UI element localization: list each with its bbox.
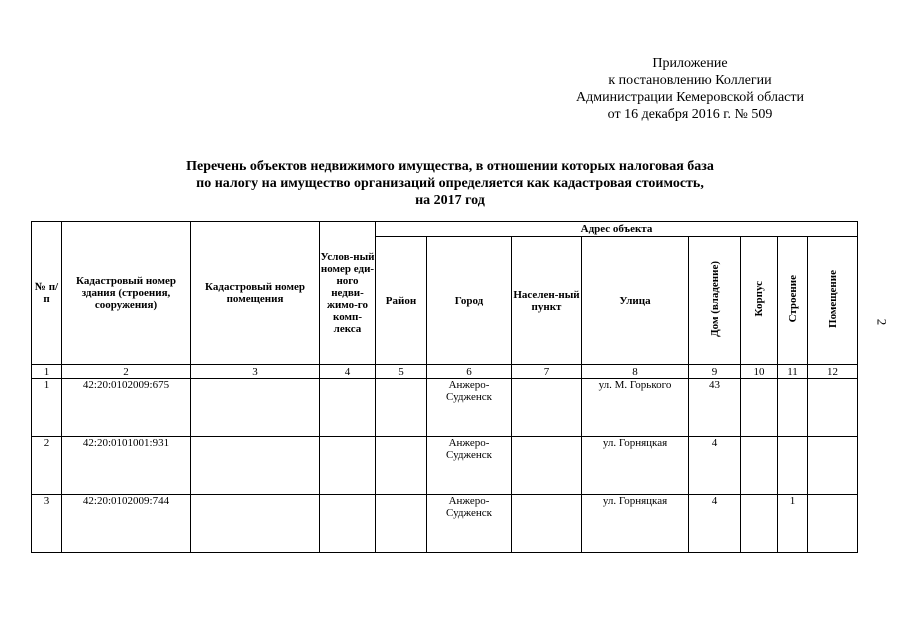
- cell-house: 4: [689, 495, 741, 553]
- cell-district: [376, 495, 427, 553]
- cell-house: 43: [689, 379, 741, 437]
- appendix-block: [540, 55, 840, 123]
- cell-num: 3: [32, 495, 62, 553]
- col-number: 1: [32, 365, 62, 379]
- cell-street: ул. Горняцкая: [582, 437, 689, 495]
- header-city: Город: [427, 237, 512, 365]
- cell-premises: [808, 495, 858, 553]
- header-block: [741, 237, 778, 365]
- col-number: 3: [191, 365, 320, 379]
- appendix-line-4: от 16 декабря 2016 г. № 509: [607, 107, 773, 122]
- cell-settlement: [512, 379, 582, 437]
- cell-cond-num: [320, 495, 376, 553]
- cell-cad-room: [191, 437, 320, 495]
- document-title: [130, 158, 770, 209]
- header-settlement: Населен-ный пункт: [512, 237, 582, 365]
- column-number-row: [32, 365, 858, 379]
- header-premises: [808, 237, 858, 365]
- header-house: [689, 237, 741, 365]
- table-row: [32, 437, 858, 495]
- cell-street: ул. М. Горького: [582, 379, 689, 437]
- header-cad-room: Кадастровый номер помещения: [191, 222, 320, 365]
- page-number: 2: [874, 318, 890, 326]
- appendix-line-1: Приложение: [652, 56, 728, 71]
- cell-cond-num: [320, 379, 376, 437]
- col-number: 2: [62, 365, 191, 379]
- header-house-label: Дом (владение): [708, 261, 721, 337]
- col-number: 12: [808, 365, 858, 379]
- cell-district: [376, 437, 427, 495]
- cell-cad-building: 42:20:0101001:931: [62, 437, 191, 495]
- cell-cond-num: [320, 437, 376, 495]
- cell-premises: [808, 437, 858, 495]
- cell-block: [741, 495, 778, 553]
- header-cad-building: Кадастровый номер здания (строения, сооружения): [62, 222, 191, 365]
- cell-street: ул. Горняцкая: [582, 495, 689, 553]
- cell-cad-building: 42:20:0102009:675: [62, 379, 191, 437]
- table-row: [32, 379, 858, 437]
- col-number: 9: [689, 365, 741, 379]
- col-number: 5: [376, 365, 427, 379]
- col-number: 10: [741, 365, 778, 379]
- cell-city: Анжеро-Судженск: [427, 437, 512, 495]
- title-line-3: на 2017 год: [415, 193, 485, 208]
- cell-cad-room: [191, 379, 320, 437]
- header-premises-label: Помещение: [826, 270, 839, 328]
- appendix-line-3: Администрации Кемеровской области: [576, 90, 804, 105]
- header-building-label: Строение: [786, 275, 799, 323]
- cell-city: Анжеро-Судженск: [427, 495, 512, 553]
- cell-settlement: [512, 437, 582, 495]
- header-num: № п/п: [32, 222, 62, 365]
- cell-building: [778, 437, 808, 495]
- appendix-line-2: к постановлению Коллегии: [608, 73, 772, 88]
- cell-premises: [808, 379, 858, 437]
- cell-district: [376, 379, 427, 437]
- table-row: [32, 495, 858, 553]
- col-number: 7: [512, 365, 582, 379]
- col-number: 11: [778, 365, 808, 379]
- header-district: Район: [376, 237, 427, 365]
- cell-num: 2: [32, 437, 62, 495]
- cell-block: [741, 437, 778, 495]
- header-street: Улица: [582, 237, 689, 365]
- cell-house: 4: [689, 437, 741, 495]
- title-line-2: по налогу на имущество организаций определяется как кадастровая стоимость,: [196, 176, 704, 191]
- cell-cad-room: [191, 495, 320, 553]
- cell-building: 1: [778, 495, 808, 553]
- cell-building: [778, 379, 808, 437]
- cell-settlement: [512, 495, 582, 553]
- cell-city: Анжеро-Судженск: [427, 379, 512, 437]
- header-address: Адрес объекта: [376, 222, 858, 237]
- col-number: 6: [427, 365, 512, 379]
- header-cond-num: Услов-ный номер еди-ного недви-жимо-го комп-лекса: [320, 222, 376, 365]
- cell-num: 1: [32, 379, 62, 437]
- cell-block: [741, 379, 778, 437]
- property-table: [31, 221, 858, 553]
- header-block-label: Корпус: [753, 281, 765, 317]
- col-number: 8: [582, 365, 689, 379]
- title-line-1: Перечень объектов недвижимого имущества, в отношении которых налоговая база: [186, 159, 714, 174]
- cell-cad-building: 42:20:0102009:744: [62, 495, 191, 553]
- col-number: 4: [320, 365, 376, 379]
- header-building: [778, 237, 808, 365]
